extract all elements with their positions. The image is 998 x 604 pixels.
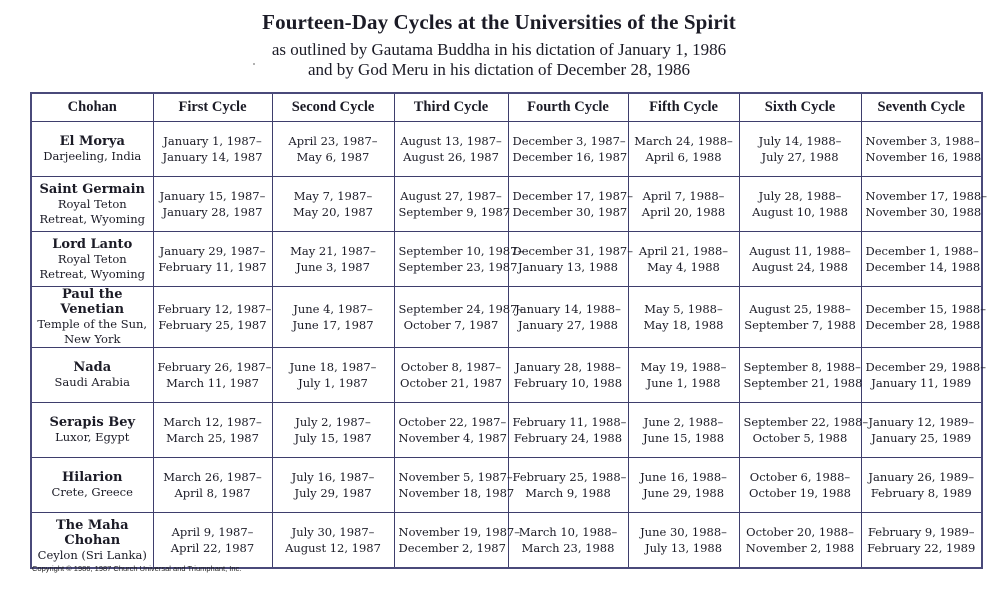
cycle-cell	[153, 122, 272, 177]
chohan-location: Royal Teton	[57, 196, 127, 211]
cycle-start-date: July 28, 1988–	[758, 189, 842, 203]
cycle-end-date: February 24, 1988	[513, 431, 623, 445]
cycle-end-date: July 29, 1987	[294, 486, 372, 500]
cycle-end-date: February 10, 1988	[513, 376, 623, 390]
chohan-location: Crete, Greece	[51, 485, 133, 499]
cycle-cell	[272, 122, 394, 177]
cycle-cell	[628, 122, 739, 177]
column-header-seventh-cycle: Seventh Cycle	[861, 93, 982, 122]
cycle-cell	[861, 177, 987, 232]
cycle-cell	[739, 513, 861, 569]
cycle-start-date: January 28, 1988–	[515, 360, 621, 374]
cycle-end-date: February 22, 1989	[867, 541, 976, 555]
cycle-start-date: June 16, 1988–	[640, 470, 727, 484]
cycle-start-date: June 2, 1988–	[643, 415, 724, 429]
column-header-third-cycle: Third Cycle	[394, 93, 508, 122]
cycle-start-date: June 4, 1987–	[293, 302, 373, 316]
cycle-end-date: June 29, 1988	[642, 486, 725, 500]
cycle-start-date: December 1, 1988–	[865, 244, 979, 258]
cycle-start-date: May 5, 1988–	[644, 302, 723, 316]
cycle-end-date: November 16, 1988	[865, 150, 982, 164]
cycle-start-date: August 13, 1987–	[400, 134, 502, 148]
cycle-cell	[861, 513, 982, 569]
cycle-end-date: April 6, 1988	[645, 150, 722, 164]
cycle-end-date: July 13, 1988	[644, 541, 723, 555]
cycle-end-date: March 23, 1988	[521, 541, 615, 555]
cycle-end-date: September 23, 1987	[398, 260, 518, 274]
cycle-cell	[508, 177, 633, 232]
cycle-cell	[153, 458, 272, 513]
cycle-cell	[628, 348, 739, 403]
cycle-end-date: January 25, 1989	[871, 431, 972, 445]
cycle-end-date: August 12, 1987	[285, 541, 381, 555]
table-row	[31, 348, 982, 403]
cycle-end-date: July 27, 1988	[761, 150, 839, 164]
cycle-start-date: September 10, 1987–	[398, 244, 524, 258]
chohan-name: The Maha Chohan	[55, 517, 129, 548]
cycle-end-date: August 10, 1988	[752, 205, 848, 219]
cycle-end-date: April 8, 1987	[174, 486, 251, 500]
cycle-end-date: September 21, 1988	[743, 376, 863, 390]
cycle-cell	[272, 513, 394, 569]
cycle-start-date: May 7, 1987–	[293, 189, 373, 203]
cycle-cell	[272, 403, 394, 458]
chohan-location: Luxor, Egypt	[55, 430, 130, 444]
chohan-location: Ceylon (Sri Lanka)	[37, 547, 147, 562]
chohan-cell	[31, 403, 153, 458]
cycle-start-date: January 29, 1987–	[159, 244, 266, 258]
cycle-start-date: October 6, 1988–	[749, 470, 851, 484]
cycle-end-date: March 9, 1988	[525, 486, 611, 500]
cycle-start-date: May 19, 1988–	[640, 360, 727, 374]
cycle-start-date: May 21, 1987–	[290, 244, 376, 258]
cycle-start-date: February 9, 1989–	[867, 525, 975, 539]
cycle-cell	[153, 232, 272, 287]
chohan-name: El Morya	[59, 134, 125, 149]
cycle-end-date: August 26, 1987	[403, 150, 499, 164]
cycle-cell	[628, 232, 739, 287]
cycle-cell	[272, 177, 394, 232]
cycle-cell	[739, 232, 861, 287]
cycle-end-date: May 20, 1987	[293, 205, 373, 219]
cycle-cell	[508, 458, 628, 513]
cycle-cell	[508, 348, 628, 403]
cycle-end-date: December 2, 1987	[398, 541, 506, 555]
cycle-end-date: January 14, 1987	[162, 150, 263, 164]
cycle-start-date: February 12, 1987–	[157, 302, 272, 316]
cycle-cell	[272, 348, 394, 403]
cycle-cell	[394, 348, 508, 403]
cycle-end-date: January 28, 1987	[162, 205, 263, 219]
chohan-location: Royal Teton	[57, 251, 127, 266]
column-header-second-cycle: Second Cycle	[272, 93, 394, 122]
cycle-start-date: February 25, 1988–	[512, 470, 627, 484]
cycle-start-date: September 22, 1988–	[743, 415, 869, 429]
cycle-start-date: February 26, 1987–	[157, 360, 272, 374]
cycle-start-date: July 30, 1987–	[291, 525, 375, 539]
cycle-start-date: March 24, 1988–	[634, 134, 733, 148]
cycles-table	[30, 92, 987, 569]
cycle-cell	[739, 458, 861, 513]
cycle-start-date: March 26, 1987–	[163, 470, 262, 484]
cycle-start-date: January 26, 1989–	[868, 470, 975, 484]
subtitle-line-2: and by God Meru in his dictation of December 28, 1986	[308, 60, 690, 79]
cycle-start-date: October 20, 1988–	[746, 525, 854, 539]
chohan-cell	[31, 177, 153, 232]
scan-speck	[253, 63, 255, 65]
chohan-cell	[31, 122, 153, 177]
cycle-cell	[508, 232, 633, 287]
cycle-end-date: August 24, 1988	[752, 260, 848, 274]
cycle-start-date: August 27, 1987–	[400, 189, 502, 203]
cycle-start-date: July 16, 1987–	[291, 470, 375, 484]
cycle-cell	[153, 403, 272, 458]
cycle-cell	[739, 403, 869, 458]
cycle-cell	[861, 348, 986, 403]
chohan-location: Darjeeling, India	[43, 149, 142, 163]
cycle-cell	[153, 287, 272, 348]
cycle-end-date: December 28, 1988	[865, 318, 981, 332]
table-row	[31, 177, 982, 232]
subtitle-line-1: as outlined by Gautama Buddha in his dictation of January 1, 1986	[271, 40, 727, 59]
cycle-start-date: June 30, 1988–	[640, 525, 727, 539]
column-header-first-cycle: First Cycle	[153, 93, 272, 122]
cycle-cell	[628, 458, 739, 513]
cycle-end-date: September 9, 1987	[398, 205, 511, 219]
cycle-end-date: January 27, 1988	[518, 318, 618, 332]
cycle-end-date: July 1, 1987	[298, 376, 368, 390]
cycle-cell	[508, 122, 628, 177]
cycle-cell	[861, 287, 986, 348]
cycle-end-date: May 18, 1988	[643, 318, 724, 332]
cycle-end-date: June 15, 1988	[642, 431, 725, 445]
cycle-cell	[153, 177, 272, 232]
cycle-start-date: October 22, 1987–	[398, 415, 507, 429]
cycle-cell	[508, 513, 628, 569]
cycle-start-date: December 3, 1987–	[512, 134, 626, 148]
chohan-location: Temple of the Sun,	[37, 317, 148, 331]
chohan-cell	[31, 458, 153, 513]
cycle-cell	[628, 403, 739, 458]
cycle-end-date: October 21, 1987	[400, 376, 502, 390]
cycle-start-date: September 8, 1988–	[743, 360, 861, 374]
cycle-end-date: September 7, 1988	[744, 318, 856, 332]
cycle-start-date: November 5, 1987–	[398, 470, 513, 484]
cycle-end-date: April 20, 1988	[641, 205, 726, 219]
cycle-start-date: July 2, 1987–	[295, 415, 371, 429]
cycle-end-date: February 25, 1987	[158, 318, 267, 332]
cycle-start-date: January 1, 1987–	[163, 134, 262, 148]
cycle-start-date: December 31, 1987–	[512, 244, 633, 258]
chohan-name: Nada	[73, 360, 112, 375]
cycle-end-date: July 15, 1987	[294, 431, 372, 445]
chohan-location: New York	[64, 332, 121, 346]
chohan-cell	[31, 348, 153, 403]
chohan-name: Saint Germain	[39, 181, 146, 197]
cycle-cell	[861, 403, 982, 458]
header-row	[31, 93, 982, 122]
cycle-cell	[739, 287, 861, 348]
cycle-start-date: March 12, 1987–	[163, 415, 262, 429]
cycle-end-date: December 16, 1987	[512, 150, 628, 164]
cycle-cell	[394, 122, 508, 177]
cycle-cell	[394, 287, 524, 348]
chohan-name: Lord Lanto	[52, 236, 133, 252]
cycle-cell	[153, 513, 272, 569]
cycle-cell	[508, 403, 628, 458]
page-title: Fourteen-Day Cycles at the Universities of the Spirit	[262, 10, 736, 34]
cycle-cell	[628, 287, 739, 348]
column-header-chohan: Chohan	[31, 93, 153, 122]
cycle-cell	[394, 177, 511, 232]
cycle-end-date: June 1, 1988	[646, 376, 721, 390]
cycle-end-date: November 2, 1988	[745, 541, 855, 555]
cycle-end-date: December 14, 1988	[865, 260, 981, 274]
chohan-cell	[31, 232, 153, 287]
cycle-cell	[861, 458, 982, 513]
cycle-start-date: March 10, 1988–	[518, 525, 618, 539]
cycle-cell	[272, 287, 394, 348]
table-body	[31, 122, 987, 569]
cycle-end-date: January 13, 1988	[518, 260, 618, 274]
table-row	[31, 232, 982, 287]
cycle-start-date: December 17, 1987–	[512, 189, 633, 203]
table-row	[31, 287, 982, 348]
cycle-start-date: February 11, 1988–	[512, 415, 627, 429]
table-row	[31, 403, 982, 458]
cycle-start-date: June 18, 1987–	[289, 360, 377, 374]
column-header-fourth-cycle: Fourth Cycle	[508, 93, 628, 122]
cycle-start-date: January 14, 1988–	[515, 302, 621, 316]
cycle-cell	[394, 232, 524, 287]
cycle-cell	[272, 232, 394, 287]
cycle-cell	[739, 122, 861, 177]
cycle-cell	[394, 513, 520, 569]
cycle-cell	[394, 403, 508, 458]
cycle-start-date: December 15, 1988–	[865, 302, 986, 316]
cycle-start-date: October 8, 1987–	[400, 360, 502, 374]
cycle-start-date: August 25, 1988–	[749, 302, 851, 316]
cycle-end-date: May 4, 1988	[647, 260, 720, 274]
chohan-cell	[31, 513, 153, 569]
cycle-start-date: April 9, 1987–	[171, 525, 254, 539]
cycle-start-date: November 17, 1988–	[865, 189, 987, 203]
cycle-start-date: November 19, 1987–	[398, 525, 520, 539]
cycle-end-date: January 11, 1989	[871, 376, 972, 390]
chohan-location: Retreat, Wyoming	[39, 211, 146, 226]
table-row	[31, 513, 982, 569]
cycle-end-date: February 8, 1989	[870, 486, 972, 500]
cycle-start-date: April 23, 1987–	[288, 134, 378, 148]
cycle-end-date: June 17, 1987	[292, 318, 374, 332]
cycle-cell	[739, 348, 861, 403]
column-header-fifth-cycle: Fifth Cycle	[628, 93, 739, 122]
cycle-cell	[394, 458, 515, 513]
chohan-name: Paul the Venetian	[60, 287, 125, 317]
chohan-location: Saudi Arabia	[54, 375, 130, 389]
cycle-cell	[861, 232, 982, 287]
cycle-start-date: January 12, 1989–	[868, 415, 975, 429]
cycle-end-date: December 30, 1987	[512, 205, 628, 219]
cycle-end-date: October 19, 1988	[749, 486, 851, 500]
table-row	[31, 122, 982, 177]
cycle-end-date: November 18, 1987	[398, 486, 515, 500]
cycle-cell	[508, 287, 628, 348]
cycle-end-date: November 30, 1988	[865, 205, 982, 219]
chohan-location: Retreat, Wyoming	[39, 266, 146, 281]
cycle-start-date: April 21, 1988–	[638, 244, 729, 258]
chohan-name: Serapis Bey	[49, 415, 136, 430]
cycle-start-date: July 14, 1988–	[758, 134, 842, 148]
table-row	[31, 458, 982, 513]
cycle-cell	[272, 458, 394, 513]
cycle-cell	[153, 348, 272, 403]
chohan-name: Hilarion	[62, 470, 123, 485]
cycle-end-date: March 11, 1987	[166, 376, 259, 390]
cycle-start-date: August 11, 1988–	[749, 244, 851, 258]
cycle-end-date: November 4, 1987	[398, 431, 507, 445]
cycle-cell	[628, 177, 739, 232]
column-header-sixth-cycle: Sixth Cycle	[739, 93, 861, 122]
cycle-cell	[628, 513, 739, 569]
cycle-start-date: November 3, 1988–	[865, 134, 980, 148]
cycle-end-date: May 6, 1987	[296, 150, 370, 164]
cycle-start-date: September 24, 1987–	[398, 302, 524, 316]
cycle-start-date: January 15, 1987–	[159, 189, 266, 203]
cycle-cell	[739, 177, 861, 232]
cycle-start-date: December 29, 1988–	[865, 360, 986, 374]
cycle-end-date: June 3, 1987	[296, 260, 370, 274]
copyright-notice: Copyright © 1986, 1987 Church Universal and Triumphant, Inc.	[32, 564, 242, 573]
cycle-end-date: October 7, 1987	[403, 318, 499, 332]
cycle-cell	[861, 122, 982, 177]
cycle-end-date: October 5, 1988	[752, 431, 848, 445]
chohan-cell	[31, 287, 153, 348]
cycle-end-date: March 25, 1987	[166, 431, 259, 445]
cycle-start-date: April 7, 1988–	[642, 189, 725, 203]
cycle-end-date: February 11, 1987	[158, 260, 267, 274]
cycle-end-date: April 22, 1987	[170, 541, 255, 555]
